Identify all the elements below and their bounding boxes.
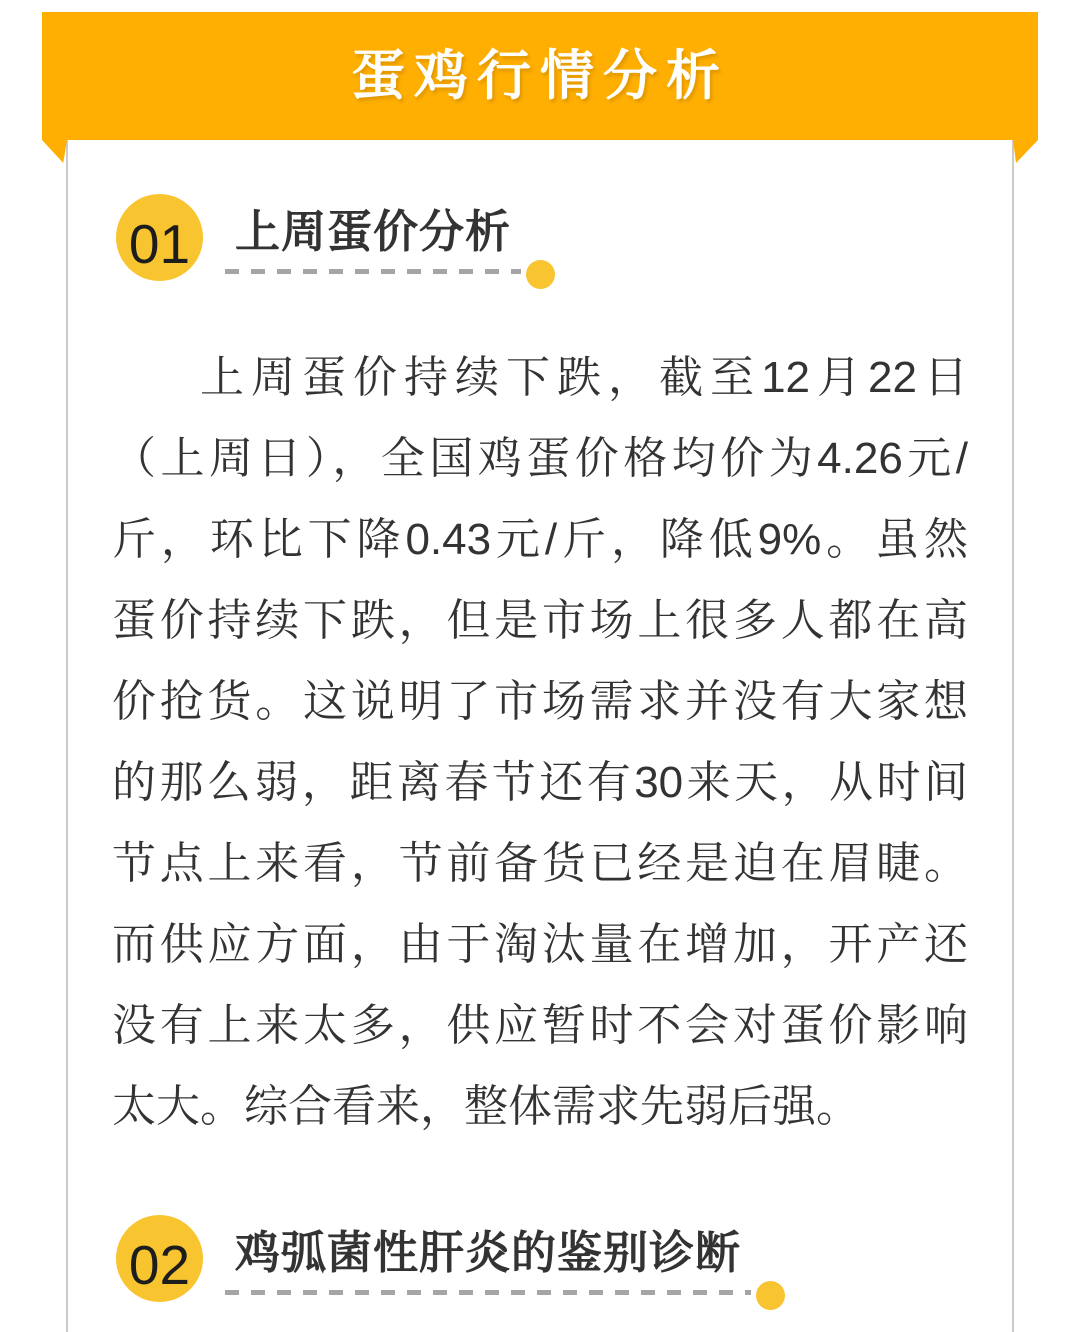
section-02-header xyxy=(68,1215,1012,1302)
section-01-dash-end-dot xyxy=(526,260,555,289)
section-02-heading-block xyxy=(225,1227,751,1295)
paragraph-line: 斤，环比下降0.43元/斤，降低9%。虽然 xyxy=(112,515,968,564)
section-01-heading-block xyxy=(225,206,521,274)
ribbon-fold-right xyxy=(1013,140,1038,163)
section-01-heading: 上周蛋价分析 xyxy=(235,206,512,257)
paragraph-line: 没有上来太多，供应暂时不会对蛋价影响 xyxy=(112,1001,968,1050)
section-01-paragraph xyxy=(68,337,1012,1147)
paragraph-line: 节点上来看，节前备货已经是迫在眉睫。 xyxy=(112,839,968,888)
ribbon-fold-left xyxy=(42,140,67,163)
paragraph-line: 的那么弱，距离春节还有30来天，从时间 xyxy=(112,758,968,807)
paragraph-line: 蛋价持续下跌，但是市场上很多人都在高 xyxy=(112,596,968,645)
page-title: 蛋鸡行情分析 xyxy=(351,46,729,106)
paragraph-line: 而供应方面，由于淘汰量在增加，开产还 xyxy=(112,920,968,969)
paragraph-line: 上周蛋价持续下跌，截至12月22日 xyxy=(200,353,968,402)
section-01-header xyxy=(68,194,1012,281)
section-02-dashed-underline xyxy=(225,1290,751,1295)
paragraph-line: （上周日），全国鸡蛋价格均价为4.26元/ xyxy=(112,434,968,483)
section-02-number-badge: 02 xyxy=(116,1215,203,1302)
section-01-number-badge: 01 xyxy=(116,194,203,281)
content-card xyxy=(66,140,1014,1332)
paragraph-line: 价抢货。这说明了市场需求并没有大家想 xyxy=(112,677,968,726)
banner-ribbon xyxy=(42,12,1038,140)
section-02-heading: 鸡弧菌性肝炎的鉴别诊断 xyxy=(235,1227,742,1278)
section-01-dashed-underline xyxy=(225,269,521,274)
paragraph-line: 太大。综合看来，整体需求先弱后强。 xyxy=(112,1082,860,1131)
section-02-dash-end-dot xyxy=(756,1281,785,1310)
